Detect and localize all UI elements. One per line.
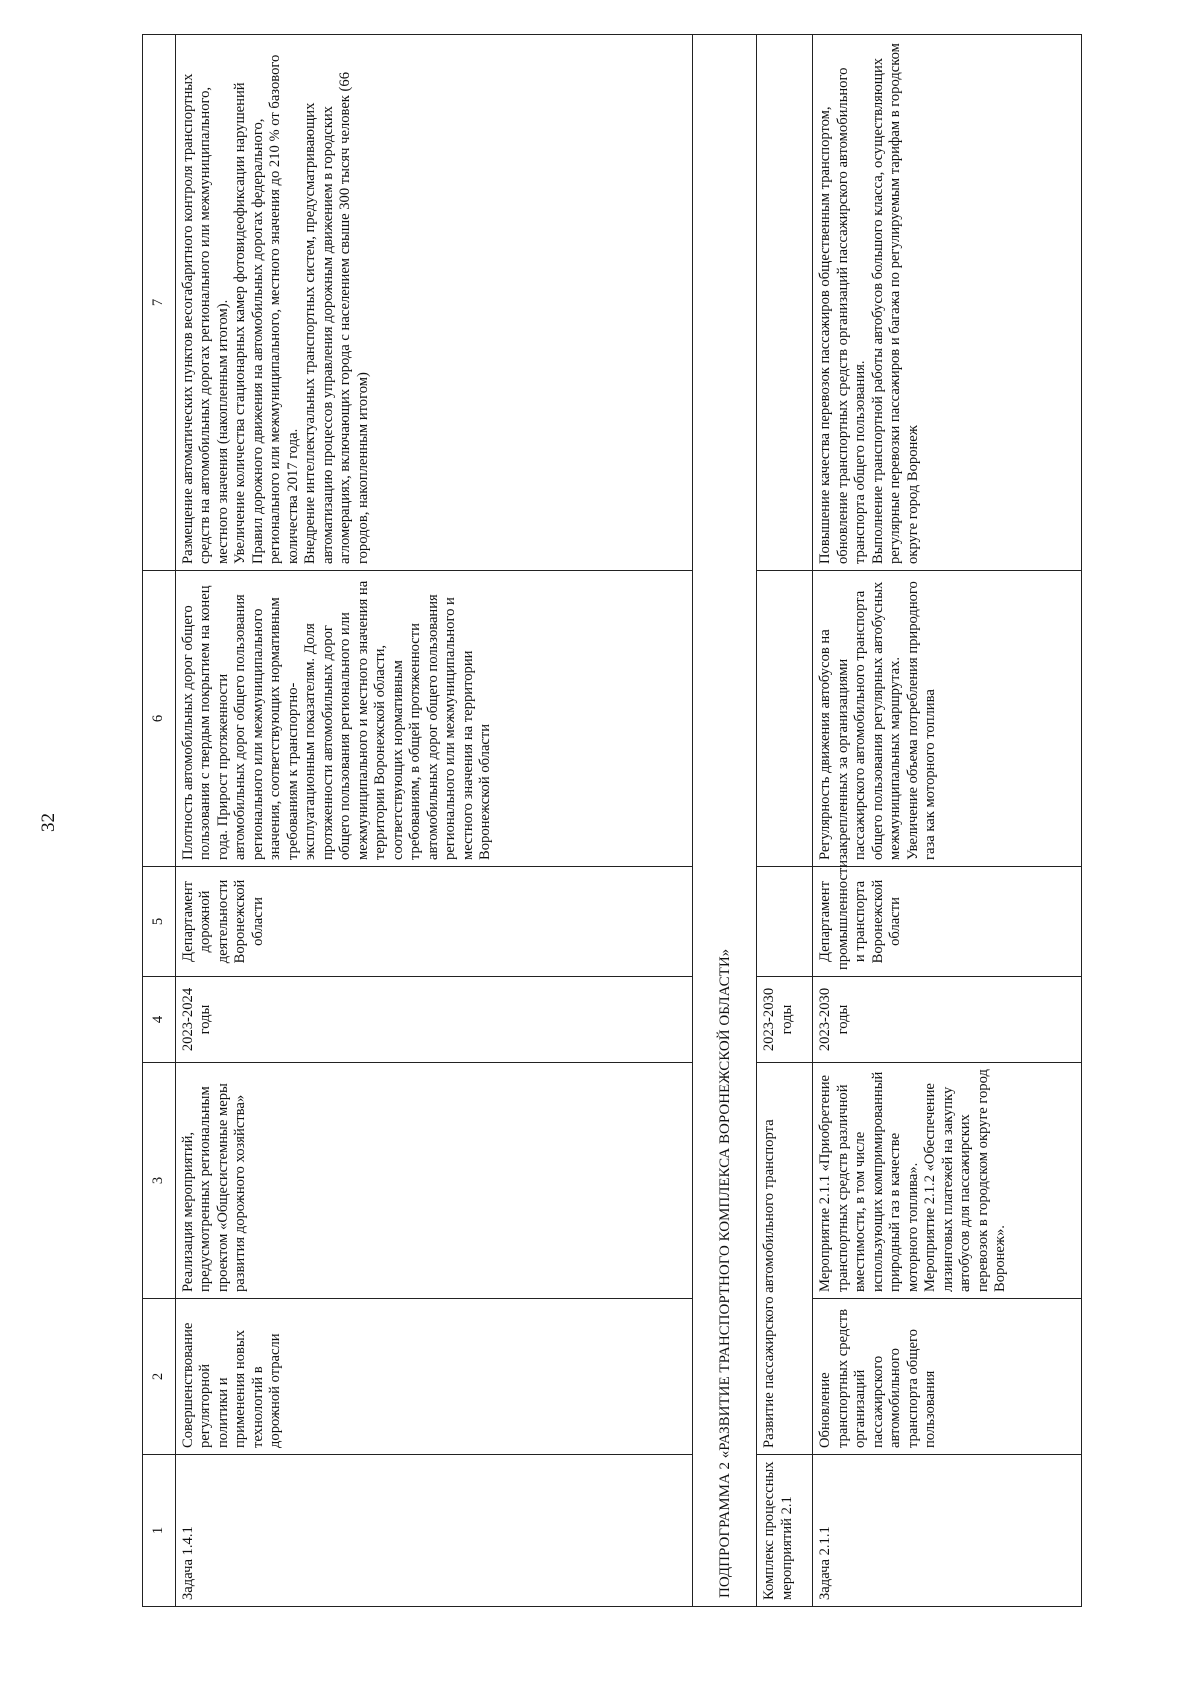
indicator-line: Увеличение объема потребления природного газа как моторного топлива [904,581,939,860]
complex-period-cell: 2023-2030 годы [757,977,813,1063]
empty-cell [757,35,813,571]
result-line: Повышение качества перевозок пассажиров общественным транспортом, обновление транспортных средств организаций пассажирского автомобильного транспорта общего пользования. [817,67,869,564]
indicators-cell: Плотность автомобильных дорог общего пользования с твердым покрытием на конец года. Прирост протяженности автомобильных дорог общего пользования регионального или межмуниципального значения, соответствующих нормативным требованиям к транспортно-эксплуатационным показателям. Доля протяженности автомобильных дорог общего пользования регионального или межмуниципального и местного значения на территории Воронежской области, соответствующих нормативным требованиям, в общей протяженности автомобильных дорог общего пользования регионального или межмуниципального и местного значения на территории Воронежской области [175,571,692,867]
measure-line: Мероприятие 2.1.2 «Обеспечение лизинговых платежей на закупку автобусов для пассажирских перевозок в городском округе город Воронеж». [922,1069,1009,1292]
table-row-task-2-1-1 [813,35,1082,1607]
measure-cell: Реализация мероприятий, предусмотренных региональным проектом «Общесистемные меры развития дорожного хозяйства» [175,1063,692,1299]
indicator-line: Регулярность движения автобусов на закрепленных за организациями пассажирского автомобильного транспорта общего пользования регулярных автобусных межмуниципальных маршрутах. [817,581,904,860]
column-header-6: 6 [143,571,176,867]
results-cell [175,35,692,571]
subprogram-row [692,35,757,1607]
header-row [143,35,176,1607]
measures-table [142,34,1082,1607]
period-cell: 2023-2024 годы [175,977,692,1063]
task-name-cell: Обновление транспортных средств организаций пассажирского автомобильного транспорта общего пользования [813,1299,1082,1455]
executor-cell: Департамент дорожной деятельности Воронежской области [175,867,692,977]
result-line: Внедрение интеллектуальных транспортных систем, предусматривающих автоматизацию процессов управления дорожным движением в городских агломерациях, включающих города с населением свыше 300 тысяч человек (66 городов, накопленным итогом) [302,72,371,564]
empty-cell [757,867,813,977]
result-line: Выполнение транспортной работы автобусов большого класса, осуществляющих регулярные перевозки пассажиров и багажа по регулируемым тарифам в городском округе город Воронеж [869,43,921,564]
page-number: 32 [38,813,59,832]
results-cell [813,35,1082,571]
table-row-task-1-4-1 [175,35,692,1607]
measure-line: Мероприятие 2.1.1 «Приобретение транспортных средств различной вместимости, в том числе использующих компримированный природный газ в качестве моторного топлива». [817,1071,921,1292]
task-id-cell: Задача 2.1.1 [813,1455,1082,1607]
column-header-7: 7 [143,35,176,571]
complex-row-2-1 [757,35,813,1607]
measures-table-container [142,35,1082,1607]
column-header-4: 4 [143,977,176,1063]
column-header-1: 1 [143,1455,176,1607]
executor-cell: Департамент промышленности и транспорта Воронежской области [813,867,1082,977]
complex-id-cell: Комплекс процессных мероприятий 2.1 [757,1455,813,1607]
column-header-5: 5 [143,867,176,977]
measure-cell [813,1063,1082,1299]
column-header-3: 3 [143,1063,176,1299]
period-cell: 2023-2030 годы [813,977,1082,1063]
indicators-cell [813,571,1082,867]
empty-cell [757,571,813,867]
task-id-cell: Задача 1.4.1 [175,1455,692,1607]
column-header-2: 2 [143,1299,176,1455]
result-line: Размещение автоматических пунктов весогабаритного контроля транспортных средств на автомобильных дорогах регионального или межмуниципального, местного значения (накопленным итогом). [179,73,231,564]
task-name-cell: Совершенствование регуляторной политики и применения новых технологий в дорожной отрасли [175,1299,692,1455]
complex-name-cell: Развитие пассажирского автомобильного транспорта [757,1063,813,1455]
result-line: Увеличение количества стационарных камер фотовидеофиксации нарушений Правил дорожного движения на автомобильных дорогах федерального, регионального или межмуниципального, местного значения до 210 % от базового количества 2017 года. [232,54,301,564]
subprogram-title: ПОДПРОГРАММА 2 «РАЗВИТИЕ ТРАНСПОРТНОГО КОМПЛЕКСА ВОРОНЕЖСКОЙ ОБЛАСТИ» [692,35,757,1607]
